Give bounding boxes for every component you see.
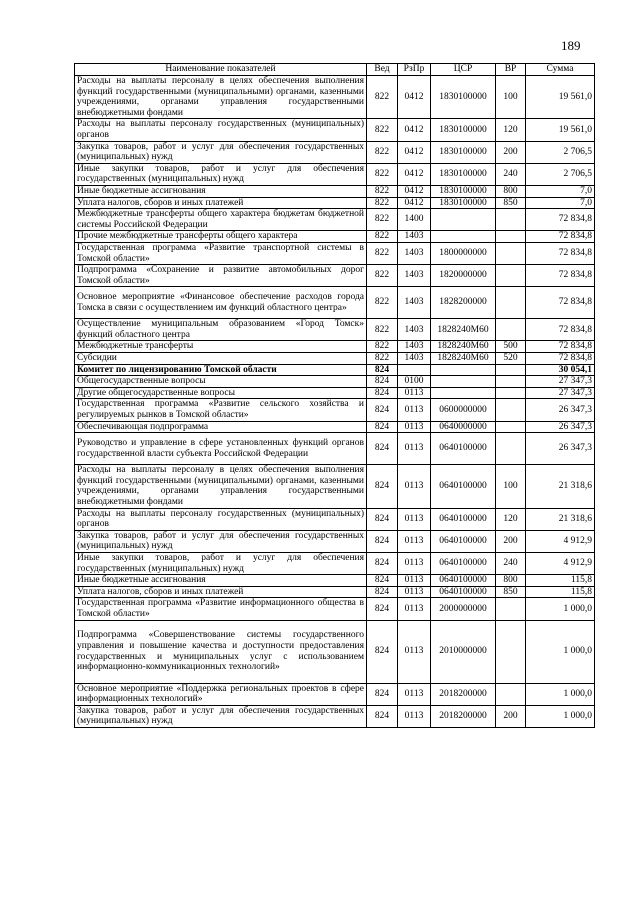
row-vr: 240 <box>496 163 526 185</box>
table-row <box>75 209 595 231</box>
row-sum: 1 000,0 <box>526 598 595 620</box>
row-name: Закупка товаров, работ и услуг для обеспечения государственных (муниципальных) нужд <box>75 141 367 163</box>
row-name: Иные бюджетные ассигнования <box>75 185 367 197</box>
row-sum: 27 347,3 <box>526 387 595 399</box>
table-row <box>75 231 595 243</box>
row-rzpr: 1403 <box>398 341 431 353</box>
row-csr: 0640100000 <box>431 508 496 530</box>
row-name: Государственная программа «Развитие сельского хозяйства и регулируемых рынков в Томской области» <box>75 399 367 421</box>
row-sum: 27 347,3 <box>526 376 595 388</box>
row-sum: 72 834,8 <box>526 265 595 287</box>
row-name: Подпрограмма «Сохранение и развитие автомобильных дорог Томской области» <box>75 265 367 287</box>
row-ved: 824 <box>367 399 398 421</box>
row-sum: 72 834,8 <box>526 242 595 264</box>
row-rzpr: 0100 <box>398 376 431 388</box>
header-vr: ВР <box>496 64 526 76</box>
row-ved: 822 <box>367 319 398 341</box>
row-csr <box>431 231 496 243</box>
row-name: Иные закупки товаров, работ и услуг для обеспечения государственных (муниципальных) нужд <box>75 552 367 574</box>
row-name: Обеспечивающая подпрограмма <box>75 421 367 433</box>
row-csr: 1830100000 <box>431 197 496 209</box>
row-ved: 824 <box>367 387 398 399</box>
row-name: Прочие межбюджетные трансферты общего характера <box>75 231 367 243</box>
row-vr: 100 <box>496 465 526 508</box>
row-ved: 824 <box>367 508 398 530</box>
table-row <box>75 705 595 727</box>
row-rzpr: 0412 <box>398 141 431 163</box>
row-sum: 1 000,0 <box>526 705 595 727</box>
row-csr: 1828200000 <box>431 287 496 319</box>
row-sum: 7,0 <box>526 197 595 209</box>
row-vr <box>496 399 526 421</box>
row-ved: 824 <box>367 465 398 508</box>
row-vr <box>496 421 526 433</box>
row-rzpr: 0113 <box>398 705 431 727</box>
row-vr <box>496 387 526 399</box>
row-sum: 72 834,8 <box>526 353 595 365</box>
row-rzpr <box>398 364 431 376</box>
table-row <box>75 387 595 399</box>
row-rzpr: 0113 <box>398 575 431 587</box>
header-name: Наименование показателей <box>75 64 367 76</box>
row-vr <box>496 287 526 319</box>
row-name: Государственная программа «Развитие транспортной системы в Томской области» <box>75 242 367 264</box>
row-rzpr: 0412 <box>398 76 431 119</box>
row-vr: 850 <box>496 197 526 209</box>
row-rzpr: 0412 <box>398 119 431 141</box>
row-csr: 2010000000 <box>431 620 496 683</box>
row-sum: 72 834,8 <box>526 231 595 243</box>
row-sum: 26 347,3 <box>526 421 595 433</box>
row-rzpr: 0412 <box>398 185 431 197</box>
row-csr: 1830100000 <box>431 76 496 119</box>
row-name: Общегосударственные вопросы <box>75 376 367 388</box>
row-ved: 822 <box>367 341 398 353</box>
row-name: Иные бюджетные ассигнования <box>75 575 367 587</box>
row-ved: 822 <box>367 209 398 231</box>
row-vr <box>496 620 526 683</box>
row-csr: 0640000000 <box>431 421 496 433</box>
row-sum: 30 054,1 <box>526 364 595 376</box>
row-vr <box>496 364 526 376</box>
table-row <box>75 319 595 341</box>
row-csr <box>431 387 496 399</box>
row-csr: 0640100000 <box>431 465 496 508</box>
row-ved: 824 <box>367 598 398 620</box>
row-ved: 824 <box>367 421 398 433</box>
row-vr: 200 <box>496 530 526 552</box>
row-csr: 2018200000 <box>431 705 496 727</box>
row-rzpr: 0113 <box>398 620 431 683</box>
row-vr <box>496 209 526 231</box>
table-body <box>75 76 595 728</box>
row-csr: 0640100000 <box>431 575 496 587</box>
row-ved: 824 <box>367 586 398 598</box>
row-rzpr: 1403 <box>398 353 431 365</box>
row-csr <box>431 376 496 388</box>
row-sum: 19 561,0 <box>526 119 595 141</box>
row-name: Расходы на выплаты персоналу в целях обеспечения выполнения функций государственными (муниципальными) органами, казенными учреждениями, органами управления государственными внебюджетными фондами <box>75 465 367 508</box>
row-ved: 822 <box>367 287 398 319</box>
row-sum: 72 834,8 <box>526 287 595 319</box>
table-row <box>75 399 595 421</box>
row-name: Уплата налогов, сборов и иных платежей <box>75 197 367 209</box>
row-csr: 1828240М60 <box>431 353 496 365</box>
table-row <box>75 163 595 185</box>
row-rzpr: 0113 <box>398 508 431 530</box>
row-vr <box>496 598 526 620</box>
row-ved: 822 <box>367 265 398 287</box>
row-name: Закупка товаров, работ и услуг для обеспечения государственных (муниципальных) нужд <box>75 530 367 552</box>
row-ved: 824 <box>367 705 398 727</box>
table-row <box>75 353 595 365</box>
table-row <box>75 586 595 598</box>
row-vr: 120 <box>496 508 526 530</box>
row-name: Другие общегосударственные вопросы <box>75 387 367 399</box>
row-name: Межбюджетные трансферты <box>75 341 367 353</box>
row-name: Руководство и управление в сфере установленных функций органов государственной власти субъекта Российской Федерации <box>75 433 367 465</box>
row-csr: 1830100000 <box>431 119 496 141</box>
table-row <box>75 376 595 388</box>
row-sum: 72 834,8 <box>526 319 595 341</box>
row-ved: 824 <box>367 433 398 465</box>
table-row <box>75 265 595 287</box>
row-ved: 824 <box>367 530 398 552</box>
row-sum: 7,0 <box>526 185 595 197</box>
row-csr <box>431 209 496 231</box>
row-vr: 800 <box>496 575 526 587</box>
row-rzpr: 0113 <box>398 465 431 508</box>
table-row <box>75 421 595 433</box>
row-sum: 2 706,5 <box>526 141 595 163</box>
row-csr: 2018200000 <box>431 683 496 705</box>
row-name: Расходы на выплаты персоналу в целях обеспечения выполнения функций государственными (муниципальными) органами, казенными учреждениями, органами управления государственными внебюджетными фондами <box>75 76 367 119</box>
table-row <box>75 341 595 353</box>
table-header-row <box>75 64 595 76</box>
row-sum: 21 318,6 <box>526 508 595 530</box>
row-ved: 824 <box>367 552 398 574</box>
row-csr: 0640100000 <box>431 552 496 574</box>
row-name: Основное мероприятие «Поддержка региональных проектов в сфере информационных технологий» <box>75 683 367 705</box>
row-vr <box>496 376 526 388</box>
row-sum: 4 912,9 <box>526 530 595 552</box>
row-vr <box>496 265 526 287</box>
row-ved: 822 <box>367 231 398 243</box>
row-csr: 2000000000 <box>431 598 496 620</box>
row-sum: 4 912,9 <box>526 552 595 574</box>
row-sum: 115,8 <box>526 575 595 587</box>
row-rzpr: 1400 <box>398 209 431 231</box>
row-csr: 0640100000 <box>431 433 496 465</box>
row-ved: 824 <box>367 683 398 705</box>
row-vr: 200 <box>496 141 526 163</box>
row-ved: 824 <box>367 364 398 376</box>
table-row <box>75 575 595 587</box>
row-sum: 72 834,8 <box>526 341 595 353</box>
budget-table <box>74 63 595 728</box>
row-ved: 822 <box>367 197 398 209</box>
row-rzpr: 0113 <box>398 387 431 399</box>
table-row <box>75 141 595 163</box>
row-name: Расходы на выплаты персоналу государственных (муниципальных) органов <box>75 119 367 141</box>
row-csr: 1800000000 <box>431 242 496 264</box>
row-ved: 822 <box>367 242 398 264</box>
row-csr: 1820000000 <box>431 265 496 287</box>
row-rzpr: 0113 <box>398 683 431 705</box>
row-ved: 824 <box>367 620 398 683</box>
row-name: Осуществление муниципальным образованием «Город Томск» функций областного центра <box>75 319 367 341</box>
row-rzpr: 1403 <box>398 242 431 264</box>
header-csr: ЦСР <box>431 64 496 76</box>
row-rzpr: 0113 <box>398 598 431 620</box>
row-vr <box>496 242 526 264</box>
row-name: Иные закупки товаров, работ и услуг для обеспечения государственных (муниципальных) нужд <box>75 163 367 185</box>
row-name: Закупка товаров, работ и услуг для обеспечения государственных (муниципальных) нужд <box>75 705 367 727</box>
row-rzpr: 0412 <box>398 163 431 185</box>
page-number: 189 <box>561 38 581 53</box>
row-rzpr: 1403 <box>398 265 431 287</box>
table-row <box>75 530 595 552</box>
row-rzpr: 0113 <box>398 552 431 574</box>
row-name: Расходы на выплаты персоналу государственных (муниципальных) органов <box>75 508 367 530</box>
row-vr: 800 <box>496 185 526 197</box>
row-ved: 824 <box>367 575 398 587</box>
row-csr: 0600000000 <box>431 399 496 421</box>
row-ved: 824 <box>367 376 398 388</box>
row-name: Комитет по лицензированию Томской области <box>75 364 367 376</box>
table-row <box>75 242 595 264</box>
table-row <box>75 465 595 508</box>
row-vr <box>496 231 526 243</box>
row-vr <box>496 683 526 705</box>
row-vr: 850 <box>496 586 526 598</box>
row-rzpr: 0113 <box>398 433 431 465</box>
row-sum: 26 347,3 <box>526 433 595 465</box>
row-rzpr: 1403 <box>398 287 431 319</box>
row-rzpr: 0113 <box>398 530 431 552</box>
row-ved: 822 <box>367 163 398 185</box>
row-ved: 822 <box>367 76 398 119</box>
table-row <box>75 197 595 209</box>
row-sum: 21 318,6 <box>526 465 595 508</box>
table-row <box>75 119 595 141</box>
row-rzpr: 0113 <box>398 586 431 598</box>
row-sum: 1 000,0 <box>526 683 595 705</box>
table-row <box>75 433 595 465</box>
row-csr: 1828240М60 <box>431 319 496 341</box>
row-csr: 0640100000 <box>431 530 496 552</box>
table-row <box>75 287 595 319</box>
header-sum: Сумма <box>526 64 595 76</box>
row-rzpr: 0412 <box>398 197 431 209</box>
row-name: Уплата налогов, сборов и иных платежей <box>75 586 367 598</box>
table-row <box>75 76 595 119</box>
row-vr: 100 <box>496 76 526 119</box>
row-rzpr: 1403 <box>398 319 431 341</box>
row-sum: 2 706,5 <box>526 163 595 185</box>
row-csr: 1830100000 <box>431 185 496 197</box>
header-ved: Вед <box>367 64 398 76</box>
row-name: Основное мероприятие «Финансовое обеспечение расходов города Томска в связи с осуществлением им функций областного центра» <box>75 287 367 319</box>
row-rzpr: 0113 <box>398 399 431 421</box>
row-name: Межбюджетные трансферты общего характера бюджетам бюджетной системы Российской Федерации <box>75 209 367 231</box>
table-row <box>75 598 595 620</box>
row-csr: 1830100000 <box>431 163 496 185</box>
table-row <box>75 364 595 376</box>
row-vr: 200 <box>496 705 526 727</box>
row-name: Субсидии <box>75 353 367 365</box>
table-row <box>75 552 595 574</box>
row-ved: 822 <box>367 353 398 365</box>
row-csr: 1830100000 <box>431 141 496 163</box>
row-ved: 822 <box>367 141 398 163</box>
row-name: Государственная программа «Развитие информационного общества в Томской области» <box>75 598 367 620</box>
row-vr: 500 <box>496 341 526 353</box>
row-csr: 0640100000 <box>431 586 496 598</box>
row-name: Подпрограмма «Совершенствование системы государственного управления и повышение качества и доступности предоставления государственных и муниципальных услуг с использованием информационно-коммуникационных технологий» <box>75 620 367 683</box>
row-vr <box>496 433 526 465</box>
row-ved: 822 <box>367 119 398 141</box>
table-row <box>75 185 595 197</box>
row-csr: 1828240М60 <box>431 341 496 353</box>
row-vr: 520 <box>496 353 526 365</box>
row-sum: 1 000,0 <box>526 620 595 683</box>
row-csr <box>431 364 496 376</box>
table-row <box>75 683 595 705</box>
header-rzpr: РзПр <box>398 64 431 76</box>
row-vr: 240 <box>496 552 526 574</box>
row-sum: 72 834,8 <box>526 209 595 231</box>
table-row <box>75 620 595 683</box>
row-sum: 115,8 <box>526 586 595 598</box>
row-sum: 26 347,3 <box>526 399 595 421</box>
row-rzpr: 1403 <box>398 231 431 243</box>
table-row <box>75 508 595 530</box>
row-vr <box>496 319 526 341</box>
row-vr: 120 <box>496 119 526 141</box>
row-rzpr: 0113 <box>398 421 431 433</box>
row-sum: 19 561,0 <box>526 76 595 119</box>
row-ved: 822 <box>367 185 398 197</box>
